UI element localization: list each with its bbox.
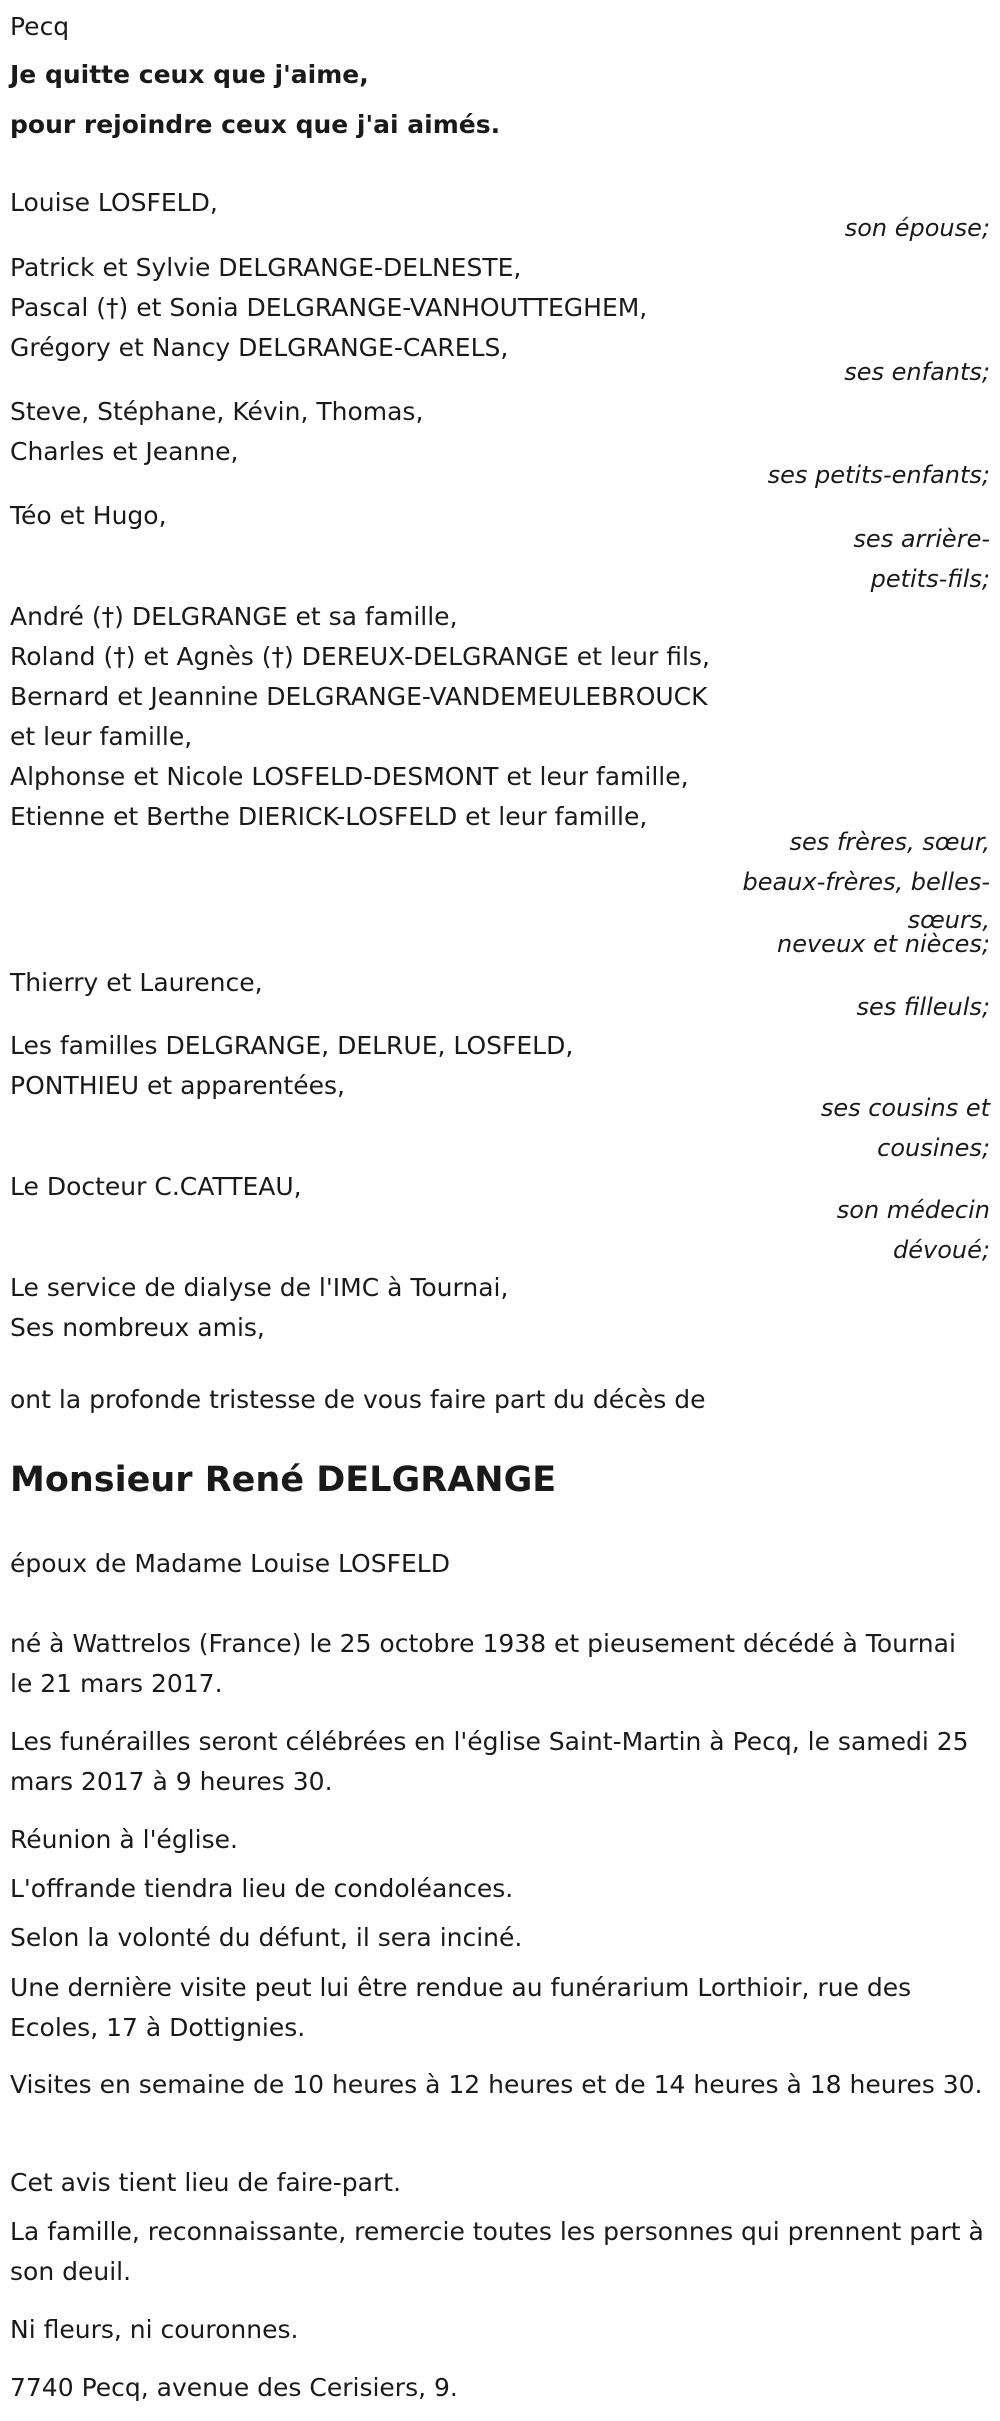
- mourner-role: beaux-frères, belles-: [742, 868, 990, 896]
- visit-hours-paragraph: Visites en semaine de 10 heures à 12 heures et de 14 heures à 18 heures 30.: [10, 2070, 983, 2099]
- mourner-role: dévoué;: [893, 1236, 990, 1264]
- mourner-line: Grégory et Nancy DELGRANGE-CARELS,: [10, 333, 509, 362]
- mourner-line: Patrick et Sylvie DELGRANGE-DELNESTE,: [10, 253, 522, 282]
- mourner-line: Bernard et Jeannine DELGRANGE-VANDEMEULEBROUCK: [10, 682, 708, 711]
- deceased-name: Monsieur René DELGRANGE: [10, 1460, 557, 1500]
- funeral-paragraph: Les funérailles seront célébrées en l'église Saint-Martin à Pecq, le samedi 25 mars 2017 à 9 heures 30.: [10, 1727, 969, 1796]
- mourner-role: son épouse;: [844, 214, 990, 242]
- mourner-line: André (†) DELGRANGE et sa famille,: [10, 602, 458, 631]
- announcement-text: ont la profonde tristesse de vous faire part du décès de: [10, 1385, 706, 1414]
- mourner-line: Etienne et Berthe DIERICK-LOSFELD et leur famille,: [10, 802, 648, 831]
- notice-paragraph: Cet avis tient lieu de faire-part.: [10, 2168, 402, 2197]
- mourner-line: Ses nombreux amis,: [10, 1313, 265, 1342]
- mourner-line: Thierry et Laurence,: [10, 968, 263, 997]
- mourner-line: Steve, Stéphane, Kévin, Thomas,: [10, 397, 424, 426]
- mourner-role: ses frères, sœur,: [789, 828, 990, 856]
- mourner-role: petits-fils;: [870, 565, 990, 593]
- mourner-line: Le service de dialyse de l'IMC à Tournai,: [10, 1273, 509, 1302]
- notice-paragraph: L'offrande tiendra lieu de condoléances.: [10, 1874, 514, 1903]
- mourner-role: ses cousins et: [820, 1094, 990, 1122]
- mourner-role: ses filleuls;: [856, 993, 990, 1021]
- spouse-line: époux de Madame Louise LOSFELD: [10, 1549, 450, 1578]
- notice-paragraph: Ni fleurs, ni couronnes.: [10, 2315, 299, 2344]
- mourner-role: ses arrière-: [853, 525, 990, 553]
- quote-line-2: pour rejoindre ceux que j'ai aimés.: [10, 110, 501, 139]
- quote-line-1: Je quitte ceux que j'aime,: [10, 60, 369, 89]
- notice-paragraph: Réunion à l'église.: [10, 1825, 238, 1854]
- mourner-line: Louise LOSFELD,: [10, 188, 218, 217]
- mourner-role: ses petits-enfants;: [767, 461, 990, 489]
- mourner-line: Les familles DELGRANGE, DELRUE, LOSFELD,: [10, 1031, 574, 1060]
- location-heading: Pecq: [10, 12, 70, 41]
- address-line: 7740 Pecq, avenue des Cerisiers, 9.: [10, 2373, 458, 2402]
- mourner-role: neveux et nièces;: [777, 930, 990, 958]
- mourner-role: cousines;: [877, 1134, 990, 1162]
- thanks-paragraph: La famille, reconnaissante, remercie toutes les personnes qui prennent part à son deuil.: [10, 2217, 984, 2286]
- notice-paragraph: Selon la volonté du défunt, il sera inciné.: [10, 1923, 523, 1952]
- birth-death-paragraph: né à Wattrelos (France) le 25 octobre 1938 et pieusement décédé à Tournai le 21 mars 2017.: [10, 1629, 956, 1698]
- mourner-role: ses enfants;: [844, 358, 990, 386]
- mourner-role: sœurs,: [907, 906, 990, 934]
- mourner-line: Téo et Hugo,: [10, 501, 167, 530]
- visit-paragraph: Une dernière visite peut lui être rendue au funérarium Lorthioir, rue des Ecoles, 17 à Dottignies.: [10, 1973, 912, 2042]
- mourner-line: Roland (†) et Agnès (†) DEREUX-DELGRANGE et leur fils,: [10, 642, 710, 671]
- mourner-line: Pascal (†) et Sonia DELGRANGE-VANHOUTTEGHEM,: [10, 293, 648, 322]
- mourner-line: Alphonse et Nicole LOSFELD-DESMONT et leur famille,: [10, 762, 689, 791]
- mourner-line: Le Docteur C.CATTEAU,: [10, 1172, 302, 1201]
- mourner-role: son médecin: [836, 1196, 990, 1224]
- mourner-line: Charles et Jeanne,: [10, 437, 239, 466]
- mourner-line: et leur famille,: [10, 722, 193, 751]
- mourner-line: PONTHIEU et apparentées,: [10, 1071, 345, 1100]
